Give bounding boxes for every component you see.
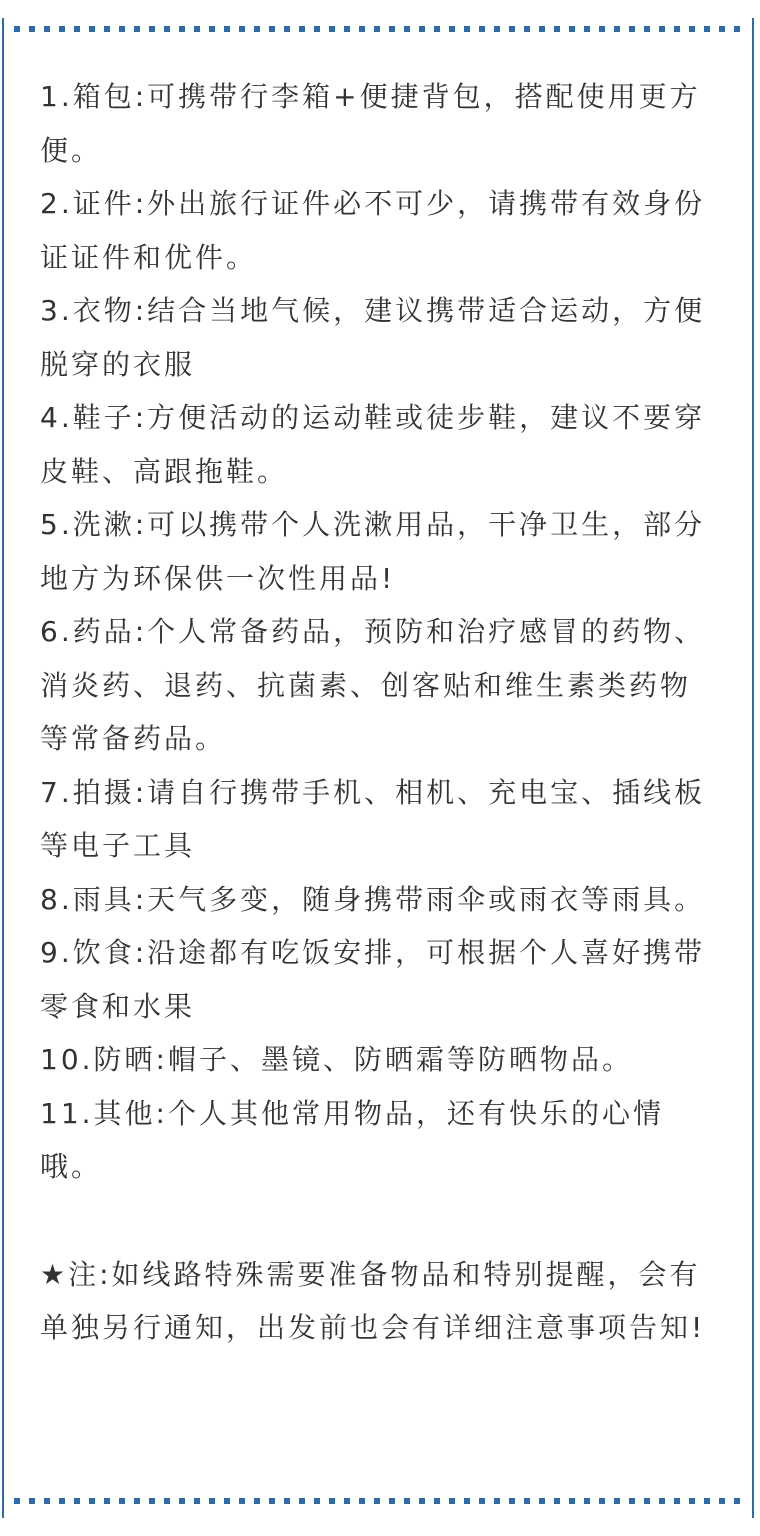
list-item-documents: 2.证件:外出旅行证件必不可少，请携带有效身份证证件和优件。 [40, 187, 706, 274]
list-item-medicine: 6.药品:个人常备药品，预防和治疗感冒的药物、消炎药、退药、抗菌素、创客贴和维生素类药物等常备药品。 [40, 615, 706, 755]
list-item-luggage: 1.箱包:可携带行李箱+便捷背包，搭配使用更方便。 [40, 80, 701, 167]
list-item-shoes: 4.鞋子:方便活动的运动鞋或徒步鞋，建议不要穿皮鞋、高跟拖鞋。 [40, 401, 706, 488]
list-item-food: 9.饮食:沿途都有吃饭安排，可根据个人喜好携带零食和水果 [40, 936, 706, 1023]
list-item-toiletries: 5.洗漱:可以携带个人洗漱用品，干净卫生，部分地方为环保供一次性用品! [40, 508, 706, 595]
note-paragraph: ★注:如线路特殊需要准备物品和特别提醒，会有单独另行通知，出发前也会有详细注意事项告知! [40, 1257, 706, 1344]
list-item-sun-protection: 10.防晒:帽子、墨镜、防晒霜等防晒物品。 [40, 1043, 633, 1076]
packing-list [40, 70, 720, 1355]
list-item-rain-gear: 8.雨具:天气多变，随身携带雨伞或雨衣等雨具。 [40, 882, 706, 916]
list-item-photography: 7.拍摄:请自行携带手机、相机、充电宝、插线板等电子工具 [40, 775, 706, 862]
list-item-clothing: 3.衣物:结合当地气候，建议携带适合运动，方便脱穿的衣服 [40, 294, 706, 381]
top-dashed-border [14, 26, 746, 32]
bottom-dashed-border [14, 1498, 746, 1504]
list-item-other: 11.其他:个人其他常用物品，还有快乐的心情哦。 [40, 1096, 664, 1183]
